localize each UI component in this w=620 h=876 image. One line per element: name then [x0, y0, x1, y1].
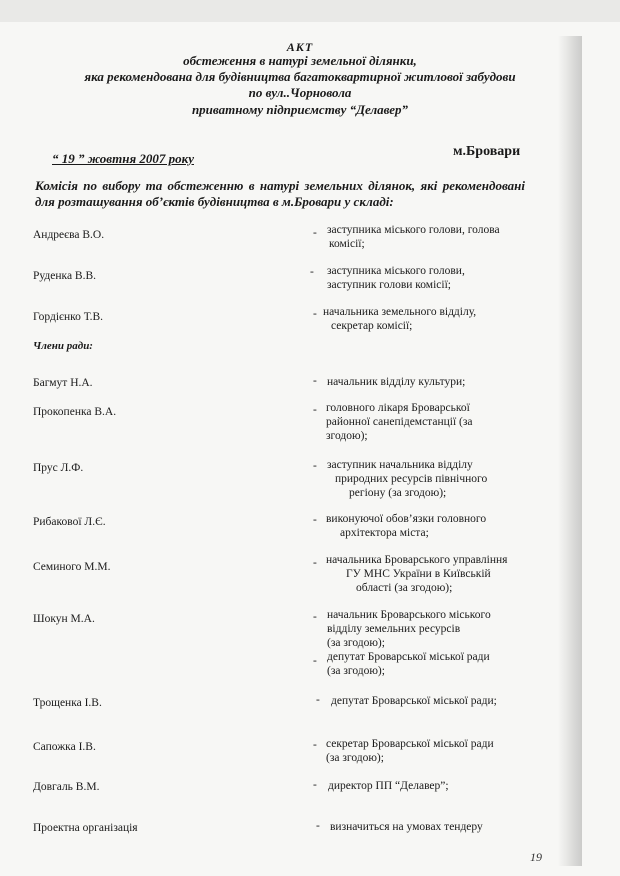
member-role: визначиться на умовах тендеру	[330, 821, 483, 833]
member-dash: -	[313, 404, 317, 416]
act-subtitle-line-2: яка рекомендована для будівництва багатоквартирної житлової забудови	[84, 69, 516, 84]
member-name: Прус Л.Ф.	[33, 462, 84, 474]
member-role: депутат Броварської міської ради (за згодою);	[327, 651, 490, 677]
member-dash: -	[316, 820, 320, 832]
act-city: м.Бровари	[453, 144, 521, 159]
member-role: начальника земельного відділу, секретар комісії;	[323, 306, 477, 332]
member-dash: -	[310, 266, 314, 278]
member-dash: -	[313, 557, 317, 569]
member-dash: -	[313, 611, 317, 623]
act-subtitle-line-1: обстеження в натурі земельної ділянки,	[183, 53, 417, 68]
member-dash: -	[313, 739, 317, 751]
member-name: Трощенка І.В.	[33, 697, 102, 709]
member-name: Шокун М.А.	[33, 613, 95, 625]
member-role: заступника міського голови, заступник голови комісії;	[327, 265, 465, 291]
page-number: 19	[530, 850, 542, 864]
member-role: головного лікаря Броварської районної санепідемстанції (за згодою);	[326, 402, 473, 442]
act-date: “ 19 ” жовтня 2007 року	[52, 151, 194, 166]
member-role: начальника Броварського управління ГУ МНС України в Київській області (за згодою);	[326, 554, 508, 594]
member-name: Сапожка І.В.	[33, 741, 96, 753]
member-name: Руденка В.В.	[33, 270, 97, 282]
member-dash: -	[313, 227, 317, 239]
member-name: Гордієнко Т.В.	[33, 311, 104, 323]
member-name: Рибакової Л.Є.	[33, 516, 106, 528]
member-role: заступник начальника відділу природних ресурсів північного регіону (за згодою);	[327, 459, 488, 499]
member-name: Багмут Н.А.	[33, 377, 93, 389]
scan-top-band	[0, 0, 620, 22]
member-dash: -	[313, 460, 317, 472]
scan-edge-shadow	[558, 36, 582, 866]
member-name: Семиного М.М.	[33, 561, 111, 573]
member-role: виконуючої обов’язки головного архітектора міста;	[326, 513, 487, 539]
member-role: депутат Броварської міської ради;	[331, 695, 497, 707]
members-heading: Члени ради:	[33, 340, 93, 352]
member-name: Прокопенка В.А.	[33, 406, 117, 418]
member-name: Проектна організація	[33, 822, 138, 834]
member-role: начальник Броварського міського відділу земельних ресурсів (за згодою);	[327, 609, 491, 649]
commission-intro: Комісія по вибору та обстеженню в натурі земельних ділянок, які рекомендовані для розташування об’єктів будівництва в м.Бровари у складі:	[35, 178, 525, 209]
member-dash: -	[313, 375, 317, 387]
member-dash: -	[313, 514, 317, 526]
member-role: директор ПП “Делавер”;	[328, 780, 449, 792]
member-name: Андреєва В.О.	[33, 229, 105, 241]
member-role: начальник відділу культури;	[327, 376, 466, 388]
member-name: Довгаль В.М.	[33, 781, 100, 793]
act-subtitle-line-3: по вул..Чорновола	[248, 85, 352, 100]
act-title: АКТ	[286, 40, 314, 54]
member-dash: -	[313, 308, 317, 320]
member-role: заступника міського голови, голова комісії;	[327, 224, 500, 250]
member-role: секретар Броварської міської ради (за згодою);	[326, 738, 494, 764]
act-subtitle-line-4: приватному підприємству “Делавер”	[191, 102, 409, 117]
member-dash: -	[313, 779, 317, 791]
member-dash: -	[313, 655, 317, 667]
member-dash: -	[316, 694, 320, 706]
